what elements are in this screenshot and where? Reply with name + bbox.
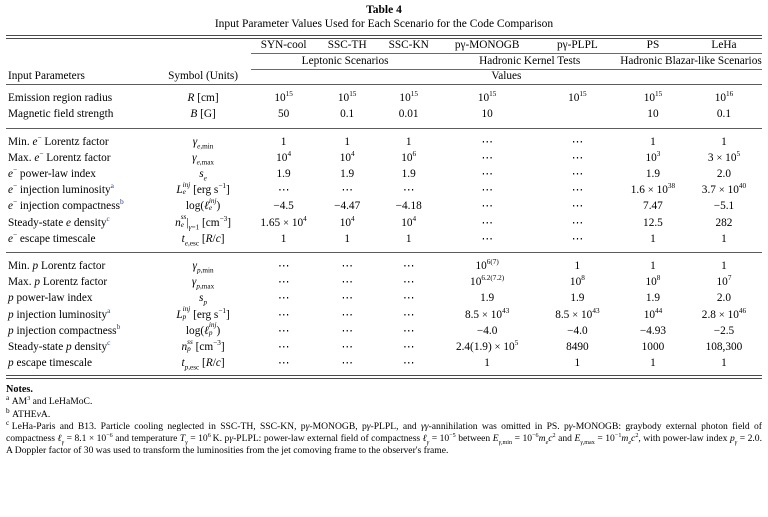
note-text-b: ATHEνA. [12,408,51,420]
cell-syn-cool: ⋯ [277,292,290,305]
table-row [6,339,762,355]
cell-leha: $10^{16}$ [714,90,734,105]
cell-leha: 2.0 [716,167,732,180]
cell-pg-monogb: −4.0 [476,324,498,337]
cell-ps: −4.93 [639,324,667,337]
cell-pg-monogb: ⋯ [481,167,493,180]
table-row [6,307,762,323]
note-text-c: LeHa-Paris and B13. Particle cooling neglected in SSC-TH, SSC-KN, pγ-MONOGB, pγ-PLPL, and γγ-annihilation was omitted in PS. pγ-MONOGB: graybody external photon field of compactness ℓ$_\gamma$ = $8.1 \times 10^{-6}$ and temperature $T_\gamma = 10^6$ K. pγ-PLPL: power-law external field of compactness ℓ$_\gamma$ = $10^{-5}$ between $E_{\gamma,min} = 10^{-6}m_ec^2$ and $E_{\gamma,max} = 10^{-1}m_ec^2$, with power-law index $p_\gamma = 2.0$. A Doppler factor of 30 was used to transform the luminosities from the jet comoving frame to the observer's frame. [6,420,763,457]
cell-ssc-th: ⋯ [341,324,353,337]
cell-pg-monogb: 1 [484,357,490,370]
row-parameter-label: Magnetic field strength [8,108,114,121]
row-symbol-units: $s_p$ [199,292,208,307]
row-parameter-label: Steady-state e density$^c$ [8,213,110,229]
subheader-row [6,70,762,85]
cell-pg-plpl: $10^8$ [569,274,585,289]
section-electrons [6,134,762,258]
cell-ps: 1 [650,259,656,272]
table-caption [6,4,762,31]
cell-syn-cool: 1.9 [276,167,291,180]
cell-ps: 1.9 [645,167,660,180]
cell-ssc-th: ⋯ [341,276,353,289]
table-header-group [6,39,762,90]
cell-pg-plpl: $8.5 \times 10^{43}$ [555,306,600,321]
spacer-cell [155,54,250,70]
note-marker-b: b [6,406,10,415]
note-marker-c: c [6,418,10,427]
bottom-double-rule [6,375,762,379]
cell-ssc-th: 1 [344,232,350,245]
cell-ssc-kn: ⋯ [403,308,415,321]
values-column-header: Values [491,70,522,83]
notes-block [6,383,762,457]
row-symbol-units: R [cm] [187,92,219,105]
cell-pg-monogb: ⋯ [481,216,493,229]
cell-syn-cool: $10^4$ [276,149,292,164]
row-parameter-label: p injection luminosity$^a$ [8,305,111,321]
cell-leha: 0.1 [716,108,732,121]
table-row [6,215,762,231]
column-header-ssc-kn: SSC-KN [388,39,429,52]
symbol-column-header: Symbol (Units) [168,70,239,83]
spacer-cell [6,54,155,70]
row-parameter-label: Min. e− Lorentz factor [8,133,109,148]
cell-ps: 1000 [641,340,665,353]
note-marker-a: a [6,394,10,403]
row-symbol-units: $\gamma_{e,min}$ [192,135,214,150]
row-symbol-units: n ss e $|_{\gamma=1}$ $[cm^{-3}]$ [175,213,232,231]
row-parameter-label: e− injection luminosity$^a$ [8,181,114,197]
row-symbol-units: $t_{e,esc}$ [R/c] [181,232,225,247]
row-symbol-units: log(ℓ inj e ) [185,196,221,213]
cell-leha: −5.1 [713,200,735,213]
cell-pg-monogb: 10 [481,108,493,121]
cell-syn-cool: 1 [280,135,287,148]
cell-pg-monogb: $8.5 \times 10^{43}$ [464,306,510,321]
cell-pg-monogb: $10^{15}$ [477,90,497,105]
cell-pg-monogb: 1.9 [480,292,495,305]
note-c [6,418,763,458]
cell-pg-plpl: ⋯ [571,184,584,197]
cell-leha: $3.7 \times 10^{40}$ [701,182,747,197]
row-parameter-label: e− escape timescale [8,230,96,245]
cell-ps: 1 [650,135,656,148]
row-parameter-label: Steady-state p density$^c$ [8,338,111,353]
cell-ssc-kn: 1.9 [401,167,416,180]
param-column-header: Input Parameters [8,70,85,83]
cell-leha: $3 \times 10^5$ [707,149,741,164]
cell-syn-cool: ⋯ [277,324,290,337]
spacer-cell [155,39,250,54]
cell-ssc-kn: ⋯ [403,259,415,272]
cell-leha: 1 [721,357,727,370]
cell-ps: $1.6 \times 10^{38}$ [630,182,676,197]
row-parameter-label: Emission region radius [8,92,113,105]
cell-ssc-th: ⋯ [341,259,353,272]
row-parameter-label: p injection compactness$^b$ [8,322,121,337]
row-parameter-label: Min. p Lorentz factor [8,259,106,272]
cell-ssc-kn: ⋯ [403,292,415,305]
cell-ps: 10 [647,108,659,121]
spacer-cell [6,39,155,54]
cell-leha: $2.8 \times 10^{46}$ [701,306,747,321]
table-row [6,90,762,106]
cell-ssc-kn: 1 [405,135,412,148]
note-a [6,396,762,408]
column-header-pg-monogb: pγ-MONOGB [454,39,520,52]
cell-ssc-kn: ⋯ [403,276,415,289]
cell-leha: 2.0 [716,292,732,305]
column-header-ssc-th: SSC-TH [327,39,367,52]
row-parameter-label: Max. e− Lorentz factor [8,149,111,164]
cell-ssc-th: ⋯ [341,292,353,305]
notes-heading: Notes. [6,384,33,396]
row-parameter-label: Max. p Lorentz factor [8,276,108,289]
cell-ssc-kn: −4.18 [395,200,422,213]
row-symbol-units: B [G] [190,108,216,121]
cell-leha: 282 [715,216,733,229]
cell-ps: $10^8$ [645,274,661,289]
group-label-leptonic: Leptonic Scenarios [301,55,389,68]
cell-pg-plpl [535,106,620,122]
row-symbol-units: $\gamma_{p,max}$ [191,276,215,291]
column-header-leha: LeHa [711,39,737,52]
cell-ps: 7.47 [643,200,663,213]
cell-pg-plpl: 1 [574,259,581,272]
column-header-syn-cool: SYN-cool [260,39,307,52]
cell-ssc-kn: $10^6$ [401,149,417,164]
cell-ssc-kn: $10^4$ [401,214,417,229]
cell-leha: 108,300 [705,340,743,353]
row-symbol-units: log(ℓ inj p ) [185,321,221,337]
table-row [6,134,762,150]
cell-pg-monogb: $2.4(1.9) \times 10^5$ [455,339,519,353]
table-row [6,198,762,214]
note-text-a: $AM^3$ and LeHaMoC. [11,396,93,408]
cell-ps: $10^{15}$ [643,90,663,105]
cell-syn-cool: $10^{15}$ [274,90,293,105]
cell-pg-monogb: ⋯ [481,135,493,148]
cell-syn-cool: ⋯ [277,340,290,353]
cell-ssc-th: 1 [344,135,350,148]
cell-pg-plpl: ⋯ [571,167,584,180]
cell-pg-plpl: 1 [574,357,581,370]
cell-ssc-kn: ⋯ [403,340,415,353]
cell-pg-plpl: −4.0 [567,324,588,337]
cell-leha: −2.5 [713,324,735,337]
cell-ssc-th: ⋯ [341,184,353,197]
cell-syn-cool: ⋯ [277,276,290,289]
cell-syn-cool: ⋯ [277,357,290,370]
cell-syn-cool: ⋯ [277,308,290,321]
table-row [6,290,762,306]
row-symbol-units: $\gamma_{e,max}$ [192,151,215,166]
cell-pg-plpl: ⋯ [571,232,584,245]
cell-ssc-th: 1.9 [340,167,355,180]
cell-pg-monogb: $10^{6.2(7.2)}$ [470,274,505,289]
table-row [6,258,762,274]
cell-ps: 1 [650,232,656,245]
cell-ssc-th: ⋯ [341,308,353,321]
cell-pg-plpl: ⋯ [571,135,584,148]
table-row [6,182,762,198]
cell-syn-cool: 50 [277,108,290,121]
cell-pg-monogb: ⋯ [481,184,493,197]
cell-ps: 12.5 [643,216,663,229]
cell-ssc-th: 0.1 [340,108,355,121]
row-parameter-label: p power-law index [8,292,93,305]
column-header-ps: PS [646,39,660,52]
cell-pg-monogb: ⋯ [481,151,493,164]
cell-ps: $10^3$ [645,149,661,164]
table-title: Input Parameter Values Used for Each Scenario for the Code Comparison [214,17,554,30]
cell-leha: $10^7$ [716,274,732,289]
cell-pg-plpl: ⋯ [571,151,584,164]
column-header-pg-plpl: pγ-PLPL [556,39,598,52]
scenario-header-row [6,39,762,54]
cell-ssc-th: $10^4$ [339,149,355,164]
cell-ssc-kn: $10^{15}$ [399,90,418,105]
group-label-hadronic-blazar: Hadronic Blazar-like Scenarios [620,55,762,68]
cell-syn-cool: $1.65 \times 10^4$ [260,214,307,229]
cell-pg-plpl: $10^{15}$ [568,90,587,105]
table-row [6,355,762,371]
group-label-hadronic-kernel: Hadronic Kernel Tests [479,55,581,68]
cell-syn-cool: ⋯ [277,184,290,197]
group-label-row [6,54,762,70]
row-symbol-units: L inj p [erg $s^{-1}$] [176,305,230,321]
table-row [6,274,762,290]
section-protons [6,258,762,371]
row-symbol-units: $s_e$ [199,167,207,183]
cell-ssc-kn: ⋯ [403,184,415,197]
cell-ssc-kn: ⋯ [403,324,415,337]
row-parameter-label: e− power-law index [8,166,96,180]
cell-ps: 1.9 [645,292,660,305]
cell-ssc-kn: ⋯ [403,357,415,370]
section-general [6,90,762,133]
cell-ps: 1 [650,357,656,370]
table-row [6,231,762,247]
cell-pg-monogb: ⋯ [481,200,493,213]
cell-pg-plpl: 1.9 [570,292,585,305]
cell-pg-plpl: ⋯ [571,200,584,213]
table-row [6,106,762,122]
row-symbol-units: $\gamma_{p,min}$ [192,259,214,275]
cell-pg-plpl: ⋯ [571,216,584,229]
cell-leha: 1 [721,232,727,245]
cell-syn-cool: ⋯ [277,259,290,272]
cell-ssc-th: $10^{15}$ [337,90,357,105]
parameter-table [6,39,762,371]
row-symbol-units: L inj e [erg $s^{-1}$] [176,180,230,197]
cell-leha: 1 [721,259,727,272]
cell-syn-cool: −4.5 [273,200,294,213]
note-b [6,406,762,421]
row-symbol-units: $t_{p,esc}$ [R/c] [181,357,225,372]
cell-ssc-th: $10^4$ [339,214,355,229]
cell-ssc-th: ⋯ [341,340,353,353]
cell-pg-plpl: 8490 [566,340,589,353]
row-parameter-label: e− injection compactness$^b$ [8,197,124,213]
cell-ssc-kn: 0.01 [398,108,419,121]
table-row [6,150,762,166]
table-row [6,166,762,182]
row-parameter-label: p escape timescale [8,357,93,370]
cell-pg-monogb: ⋯ [481,232,493,245]
row-symbol-units: n ss p $[cm^{-3}]$ [181,337,225,353]
cell-syn-cool: 1 [280,232,287,245]
cell-ssc-th: −4.47 [334,200,361,213]
table-number: Table 4 [366,4,402,16]
cell-ssc-kn: 1 [405,232,412,245]
table-row [6,323,762,339]
cell-pg-monogb: $10^{6(7)}$ [475,258,499,272]
cell-ps: $10^{44}$ [643,306,663,321]
cell-ssc-th: ⋯ [341,357,353,370]
cell-leha: 1 [721,135,727,148]
